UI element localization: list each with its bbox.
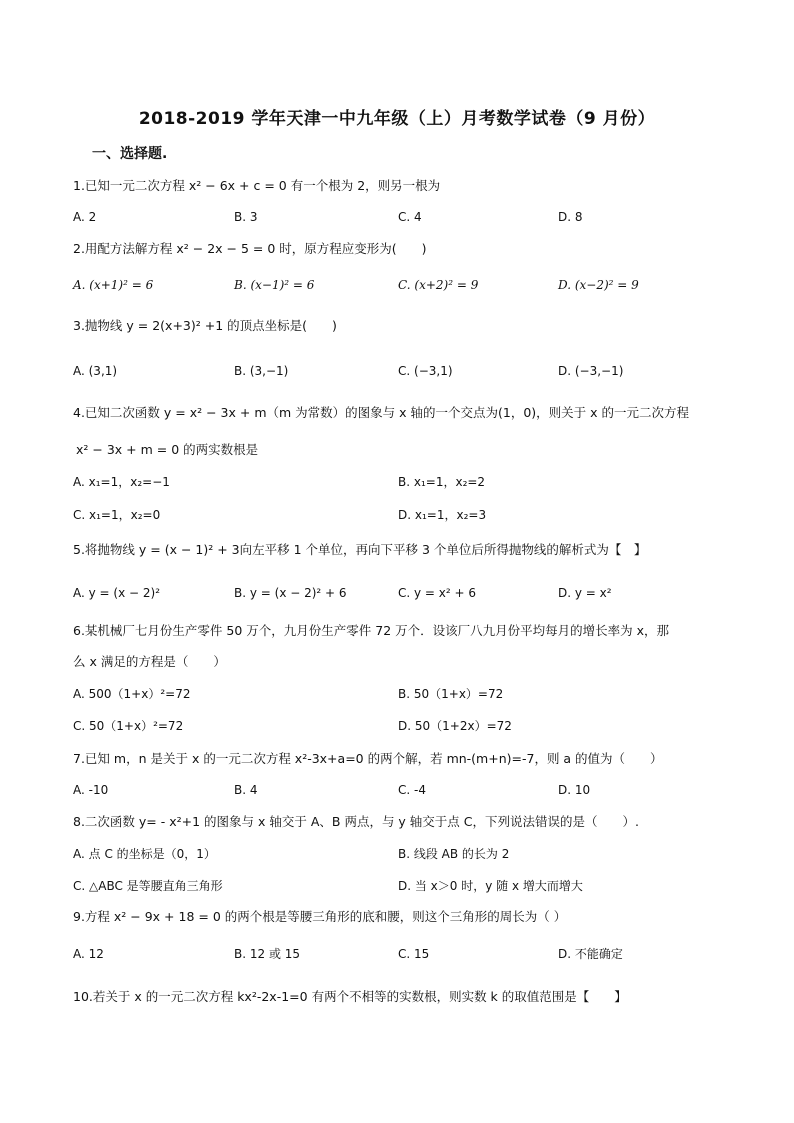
question-1: 1.已知一元二次方程 x² − 6x + c = 0 有一个根为 2，则另一根为	[73, 178, 441, 193]
question-4-continued: x² − 3x + m = 0 的两实数根是	[76, 442, 259, 457]
q4-option-a: A. x₁=1，x₂=−1	[73, 475, 170, 489]
q6-option-b: B. 50（1+x）=72	[398, 687, 504, 701]
question-9: 9.方程 x² − 9x + 18 = 0 的两个根是等腰三角形的底和腰，则这个三角形的周长为（ ）	[73, 909, 567, 924]
q7-option-d: D. 10	[558, 783, 591, 797]
q2-option-b: B. (x−1)² = 6	[234, 278, 315, 292]
q6-option-d: D. 50（1+2x）=72	[398, 719, 512, 733]
question-10: 10.若关于 x 的一元二次方程 kx²-2x-1=0 有两个不相等的实数根，则实数 k 的取值范围是【 】	[73, 989, 627, 1004]
q5-option-b: B. y = (x − 2)² + 6	[234, 586, 347, 600]
q7-option-b: B. 4	[234, 783, 258, 797]
q5-option-c: C. y = x² + 6	[398, 586, 477, 600]
q5-option-a: A. y = (x − 2)²	[73, 586, 161, 600]
q9-option-b: B. 12 或 15	[234, 947, 301, 961]
q4-option-c: C. x₁=1，x₂=0	[73, 508, 161, 522]
q4-option-b: B. x₁=1，x₂=2	[398, 475, 486, 489]
q2-option-c: C. (x+2)² = 9	[398, 278, 479, 292]
q6-option-c: C. 50（1+x）²=72	[73, 719, 184, 733]
q8-option-c: C. △ABC 是等腰直角三角形	[73, 879, 223, 893]
question-5: 5.将抛物线 y = (x − 1)² + 3向左平移 1 个单位，再向下平移 3 个单位后所得抛物线的解析式为【 】	[73, 542, 647, 557]
q7-option-a: A. -10	[73, 783, 109, 797]
question-3: 3.抛物线 y = 2(x+3)² +1 的顶点坐标是( )	[73, 318, 337, 333]
q8-option-b: B. 线段 AB 的长为 2	[398, 847, 510, 861]
question-2: 2.用配方法解方程 x² − 2x − 5 = 0 时，原方程应变形为( )	[73, 241, 427, 256]
q1-option-d: D. 8	[558, 210, 583, 224]
q1-option-c: C. 4	[398, 210, 422, 224]
q2-option-a: A. (x+1)² = 6	[73, 278, 154, 292]
q3-option-d: D. (−3,−1)	[558, 364, 624, 378]
question-6: 6.某机械厂七月份生产零件 50 万个，九月份生产零件 72 万个．设该厂八九月份平均每月的增长率为 x，那	[73, 623, 670, 638]
q8-option-a: A. 点 C 的坐标是（0，1）	[73, 847, 216, 861]
question-4: 4.已知二次函数 y = x² − 3x + m（m 为常数）的图象与 x 轴的一个交点为(1，0)，则关于 x 的一元二次方程	[73, 405, 689, 420]
q9-option-c: C. 15	[398, 947, 430, 961]
page-title: 2018-2019 学年天津一中九年级（上）月考数学试卷（9 月份）	[138, 109, 656, 129]
q5-option-d: D. y = x²	[558, 586, 612, 600]
q3-option-b: B. (3,−1)	[234, 364, 289, 378]
q3-option-c: C. (−3,1)	[398, 364, 453, 378]
question-7: 7.已知 m，n 是关于 x 的一元二次方程 x²-3x+a=0 的两个解，若 mn-(m+n)=-7，则 a 的值为（ ）	[73, 751, 663, 766]
q6-option-a: A. 500（1+x）²=72	[73, 687, 191, 701]
q3-option-a: A. (3,1)	[73, 364, 118, 378]
q4-option-d: D. x₁=1，x₂=3	[398, 508, 487, 522]
q7-option-c: C. -4	[398, 783, 426, 797]
q1-option-b: B. 3	[234, 210, 258, 224]
q1-option-a: A. 2	[73, 210, 97, 224]
question-6-continued: 么 x 满足的方程是（ ）	[73, 654, 226, 669]
q9-option-d: D. 不能确定	[558, 947, 623, 961]
q2-option-d: D. (x−2)² = 9	[558, 278, 639, 292]
question-8: 8.二次函数 y= - x²+1 的图象与 x 轴交于 A、B 两点，与 y 轴交于点 C，下列说法错误的是（ ）.	[73, 814, 639, 829]
section-heading: 一、选择题.	[92, 146, 168, 162]
q9-option-a: A. 12	[73, 947, 104, 961]
q8-option-d: D. 当 x＞0 时，y 随 x 增大而增大	[398, 879, 583, 893]
